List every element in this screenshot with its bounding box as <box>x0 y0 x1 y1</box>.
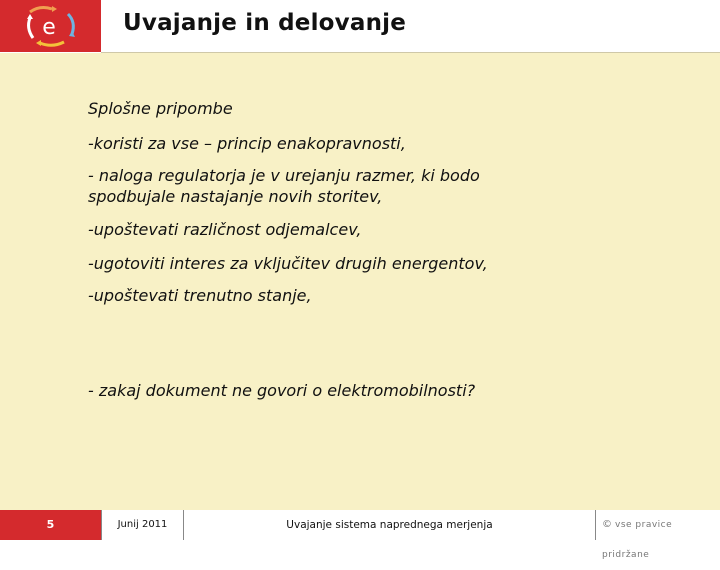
copyright-icon: © <box>602 519 612 530</box>
body-line: - naloga regulatorja je v urejanju razmer, ki bodo <box>88 166 480 185</box>
copyright-text: vse pravice pridržane <box>602 520 673 560</box>
logo <box>0 0 101 52</box>
page-number: 5 <box>0 510 101 540</box>
body-line: -upoštevati trenutno stanje, <box>88 286 312 305</box>
header-bar <box>101 0 720 53</box>
footer-copyright <box>595 510 720 560</box>
body-heading: Splošne pripombe <box>88 99 233 118</box>
body-line: -koristi za vse – princip enakopravnosti, <box>88 134 406 153</box>
content-area <box>0 53 720 510</box>
body-line: -upoštevati različnost odjemalcev, <box>88 220 362 239</box>
body-question: - zakaj dokument ne govori o elektromobilnosti? <box>88 381 476 400</box>
slide-title: Uvajanje in delovanje <box>123 10 407 36</box>
body-line: spodbujale nastajanje novih storitev, <box>88 187 383 206</box>
body-line: -ugotoviti interes za vključitev drugih energentov, <box>88 254 488 273</box>
footer-date: Junij 2011 <box>101 510 184 540</box>
logo-icon <box>0 0 101 52</box>
footer-presentation-title: Uvajanje sistema naprednega merjenja <box>286 519 493 531</box>
footer <box>0 510 720 560</box>
logo-letter: e <box>42 15 56 40</box>
